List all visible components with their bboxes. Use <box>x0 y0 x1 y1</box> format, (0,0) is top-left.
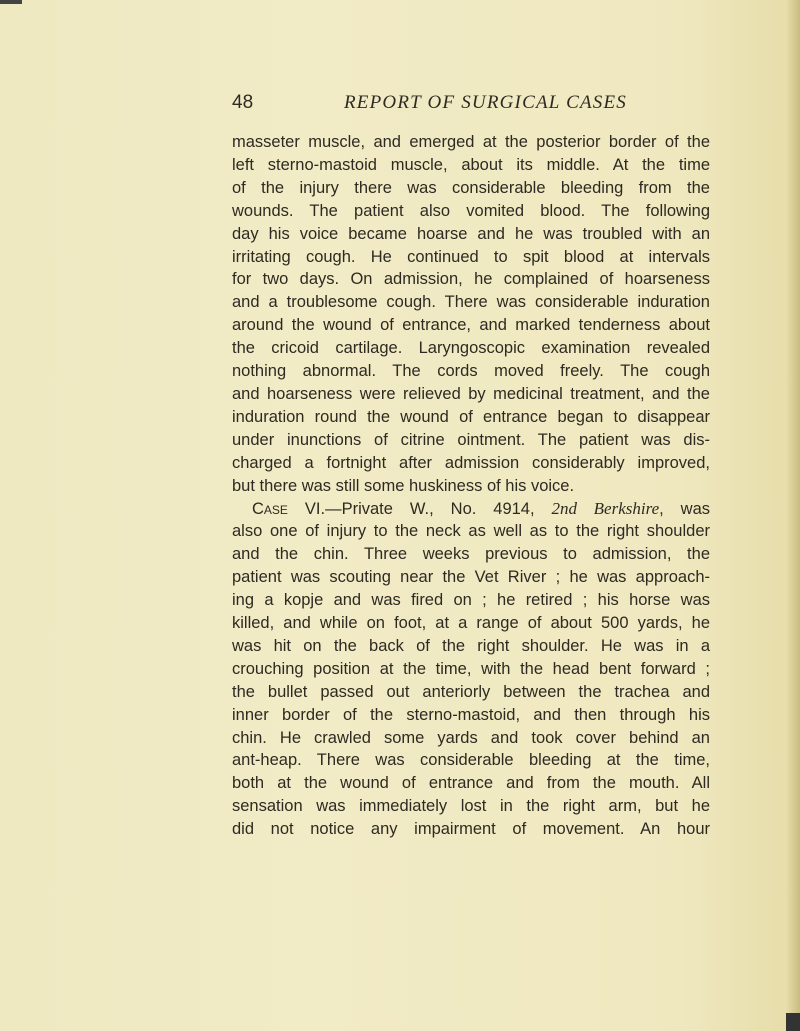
paragraph-1 <box>232 131 710 498</box>
text-line: chin. He crawled some yards and took cover behind an <box>232 728 710 747</box>
paragraph-2 <box>232 498 710 842</box>
text-line: irritating cough. He continued to spit blood at intervals <box>232 247 710 266</box>
case-label: Case VI. <box>252 499 326 518</box>
text-line: left sterno-mastoid muscle, about its middle. At the time <box>232 155 710 174</box>
text-line: patient was scouting near the Vet River ; he was approach- <box>232 568 710 587</box>
page-edge-shadow <box>786 0 800 1031</box>
text-line: of the injury there was considerable bleeding from the <box>232 178 710 197</box>
text-line: also one of injury to the neck as well as to the right shoulder <box>232 522 710 541</box>
text-line: crouching position at the time, with the head bent forward ; <box>232 659 710 678</box>
text-line: ant-heap. There was considerable bleeding at the time, <box>232 751 710 770</box>
text-line: but there was still some huskiness of his voice. <box>232 476 575 495</box>
page-header <box>232 92 652 118</box>
running-title: REPORT OF SURGICAL CASES <box>344 92 628 113</box>
text-line: and the chin. Three weeks previous to admission, the <box>232 545 710 564</box>
text-line: sensation was immediately lost in the right arm, but he <box>232 797 710 816</box>
text-line: inner border of the sterno-mastoid, and then through his <box>232 705 710 724</box>
page-number: 48 <box>232 92 254 113</box>
text-line: charged a fortnight after admission considerably improved, <box>232 453 710 472</box>
text-line: for two days. On admission, he complained of hoarseness <box>232 270 710 289</box>
text-line: induration round the wound of entrance began to disappear <box>232 407 710 426</box>
text-line: wounds. The patient also vomited blood. The following <box>232 201 710 220</box>
scan-edge-mark <box>0 0 22 4</box>
text-line: masseter muscle, and emerged at the posterior border of the <box>232 133 710 151</box>
regiment-name: 2nd Berkshire <box>551 498 660 518</box>
text-line: the cricoid cartilage. Laryngoscopic examination revealed <box>232 339 710 358</box>
text-line: the bullet passed out anteriorly between the trachea and <box>232 682 710 701</box>
scan-corner-mark <box>786 1013 800 1031</box>
text-line: under inunctions of citrine ointment. The patient was dis- <box>232 430 710 449</box>
text-line: did not notice any impairment of movement. An hour <box>232 820 710 839</box>
text-line: and a troublesome cough. There was considerable induration <box>232 293 710 312</box>
body-text <box>232 131 710 841</box>
text-line: was hit on the back of the right shoulder. He was in a <box>232 636 710 655</box>
case-heading-line <box>232 498 710 521</box>
text-line: ing a kopje and was fired on ; he retired ; his horse was <box>232 591 710 610</box>
text-line: around the wound of entrance, and marked tenderness about <box>232 316 710 335</box>
text-line: nothing abnormal. The cords moved freely. The cough <box>232 362 710 381</box>
case-intro-text: —Private W., No. 4914, <box>325 499 552 518</box>
text-line: killed, and while on foot, at a range of about 500 yards, he <box>232 614 710 633</box>
text-line: day his voice became hoarse and he was troubled with an <box>232 224 710 243</box>
text-line: both at the wound of entrance and from the mouth. All <box>232 774 710 793</box>
text-line: and hoarseness were relieved by medicinal treatment, and the <box>232 384 710 403</box>
case-intro-tail: , was <box>659 499 711 518</box>
